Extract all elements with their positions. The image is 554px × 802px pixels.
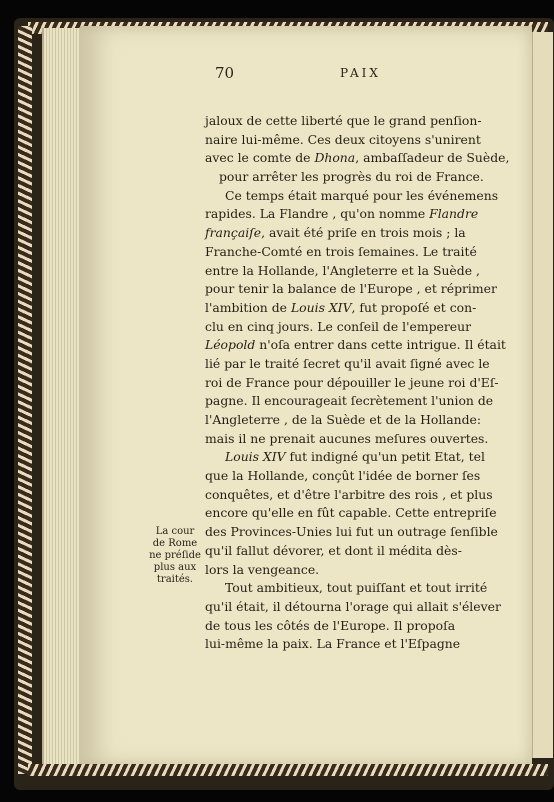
text-run: n'oſa entrer dans cette intrigue. Il était bbox=[255, 337, 506, 353]
text-line bbox=[205, 430, 489, 449]
text-line bbox=[205, 318, 485, 337]
italic-text: Flandre bbox=[429, 206, 479, 222]
text-line bbox=[205, 523, 498, 542]
margin-note-line: de Rome bbox=[152, 538, 198, 549]
text-line bbox=[205, 374, 499, 393]
text-line bbox=[205, 280, 497, 299]
text-line bbox=[205, 579, 488, 598]
text-line bbox=[205, 336, 506, 355]
text-line bbox=[205, 504, 497, 523]
text-line bbox=[205, 486, 493, 505]
italic-text: Léopold bbox=[205, 337, 256, 353]
text-run: des Provinces-Unies lui fut un outrage ſenſible bbox=[205, 524, 498, 540]
text-line bbox=[205, 187, 499, 206]
page-stack-edges bbox=[42, 28, 84, 766]
text-line bbox=[205, 392, 494, 411]
text-line bbox=[205, 411, 485, 430]
body-text bbox=[205, 112, 510, 654]
text-line bbox=[205, 542, 485, 561]
text-run: conquêtes, et d'être l'arbitre des rois , et plus bbox=[205, 486, 493, 502]
text-run: l'ambition de bbox=[205, 299, 291, 315]
text-line bbox=[205, 598, 501, 617]
margin-note-line: plus aux bbox=[153, 562, 197, 573]
text-run: Tout ambitieux, tout puiſſant et tout irrité bbox=[225, 580, 488, 596]
text-run: lié par le traité ſecret qu'il avait ſigné avec le bbox=[205, 355, 490, 371]
text-run: avec le comte de bbox=[205, 150, 315, 166]
text-line bbox=[205, 262, 485, 281]
page-header bbox=[0, 64, 554, 86]
text-line bbox=[205, 355, 490, 374]
text-run: rapides. La Flandre , qu'on nomme bbox=[205, 206, 430, 222]
text-run: l'Angleterre , de la Suède et de la Hollande: bbox=[205, 412, 482, 427]
gilt-edge-bottom bbox=[28, 764, 548, 776]
italic-text: Louis XIV bbox=[290, 299, 352, 315]
margin-note bbox=[146, 526, 204, 586]
text-line bbox=[205, 205, 485, 224]
italic-text: Louis XIV bbox=[225, 449, 286, 465]
text-run: qu'il était, il détourna l'orage qui allait s'élever bbox=[205, 598, 501, 614]
page-number: 70 bbox=[215, 64, 235, 82]
running-head: PAIX bbox=[340, 66, 381, 80]
italic-text: Dhona bbox=[314, 150, 356, 166]
margin-note-line: traités. bbox=[156, 574, 194, 585]
margin-note-line: La cour bbox=[155, 526, 195, 537]
text-run: entre la Hollande, l'Angleterre et la Suède , bbox=[205, 262, 480, 278]
text-run: Ce temps était marqué pour les événemens bbox=[225, 187, 499, 203]
text-run: roi de France pour dépouiller le jeune roi d'Eſ- bbox=[205, 374, 499, 390]
text-run: encore qu'elle en fût capable. Cette entrepriſe bbox=[205, 505, 497, 521]
text-run: , avait été priſe en trois mois ; la bbox=[261, 225, 466, 241]
text-run: clu en cinq jours. Le conſeil de l'empereur bbox=[205, 318, 472, 334]
text-run: mais il ne prenait aucunes meſures ouvertes. bbox=[205, 430, 489, 446]
text-run: Franche-Comté en trois ſemaines. Le traité bbox=[205, 243, 477, 259]
text-line bbox=[205, 617, 485, 636]
text-run: fut indigné qu'un petit Etat, tel bbox=[285, 449, 485, 465]
text-run: qu'il fallut dévorer, et dont il médita dès- bbox=[205, 542, 462, 558]
italic-text: françaiſe bbox=[205, 225, 262, 241]
text-run: pagne. Il encourageait ſecrètement l'union de bbox=[205, 393, 494, 409]
text-line bbox=[205, 448, 485, 467]
text-run: que la Hollande, conçût l'idée de borner ſes bbox=[205, 468, 481, 484]
text-line bbox=[205, 635, 485, 654]
margin-note-line: ne préſide bbox=[149, 550, 201, 561]
text-run: pour tenir la balance de l'Europe , et réprimer bbox=[205, 281, 497, 297]
text-run: , fut propoſé et con- bbox=[351, 299, 477, 315]
text-line bbox=[205, 299, 485, 318]
text-line bbox=[205, 112, 485, 131]
text-run: jaloux de cette liberté que le grand penſion- bbox=[205, 113, 482, 128]
text-run: pour arrêter les progrès du roi de France. bbox=[219, 169, 484, 185]
text-run: naire lui-même. Ces deux citoyens s'unirent bbox=[205, 131, 481, 147]
text-line bbox=[205, 168, 485, 187]
text-line bbox=[205, 224, 485, 243]
text-run: , ambaſſadeur de Suède, bbox=[355, 150, 510, 166]
text-line bbox=[205, 561, 485, 580]
text-run: lors la vengeance. bbox=[205, 561, 320, 577]
text-run: de tous les côtés de l'Europe. Il propoſa bbox=[205, 617, 456, 633]
facing-page-edge bbox=[532, 32, 553, 758]
text-line bbox=[205, 243, 485, 262]
text-line bbox=[205, 467, 485, 486]
gilt-edge-left bbox=[18, 26, 32, 774]
text-line bbox=[205, 149, 510, 168]
text-line bbox=[205, 131, 485, 150]
text-run: lui-même la paix. La France et l'Eſpagne bbox=[205, 636, 461, 652]
